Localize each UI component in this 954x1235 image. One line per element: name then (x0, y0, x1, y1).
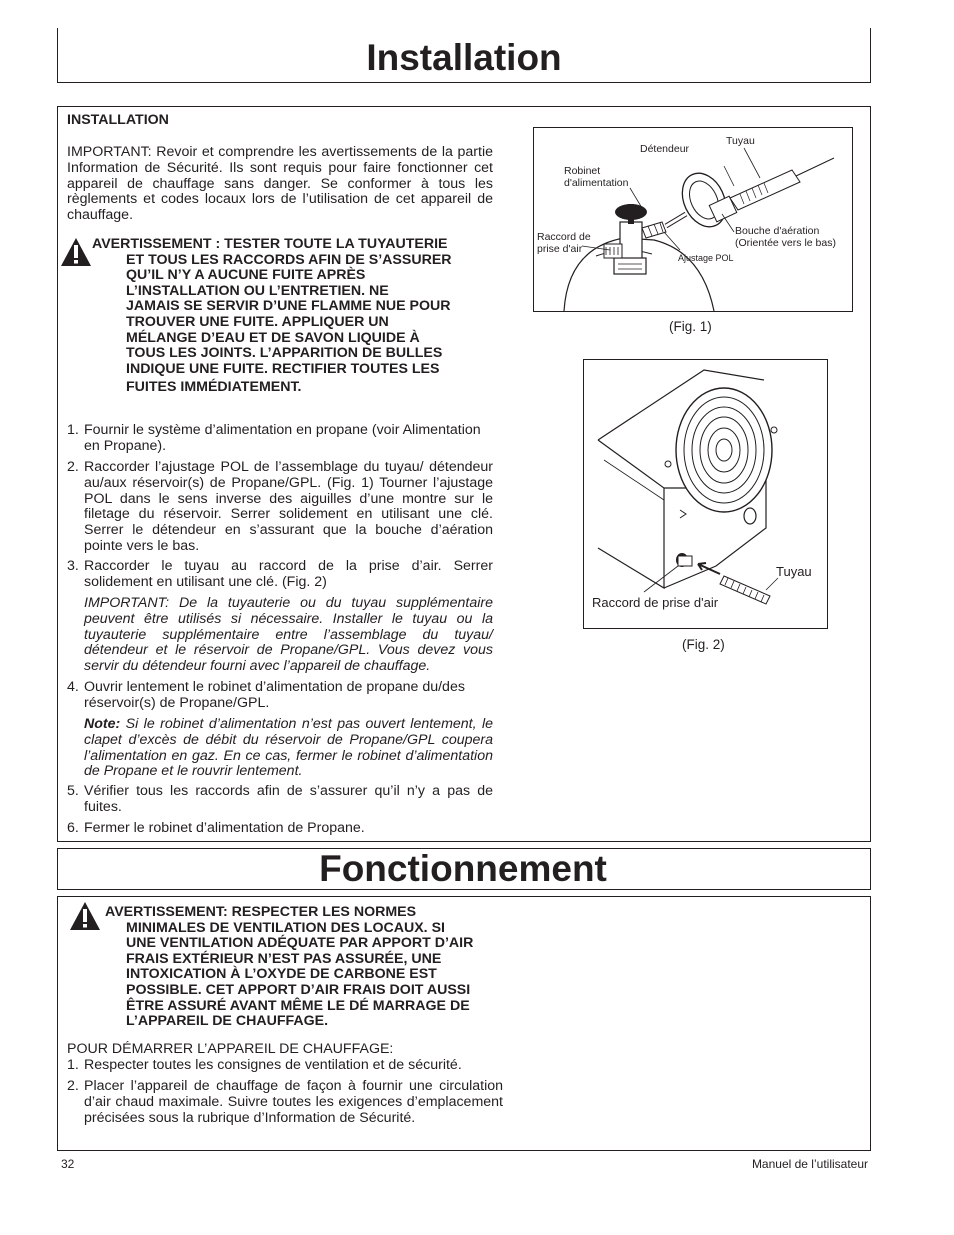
step-text: Fermer le robinet d’alimentation de Propane. (84, 820, 365, 836)
fig1-label-robinet: Robinet d'alimentation (564, 165, 629, 189)
install-step-4 (67, 680, 493, 712)
step-text: Raccorder le tuyau au raccord de la prise d’air. Serrer solidement en utilisant une clé. (Fig. 2) (84, 558, 493, 590)
warning-line: JAMAIS SE SERVIR D’UNE FLAMME NUE POUR (126, 298, 451, 315)
operation-step-1 (67, 1058, 503, 1074)
warning-line: POSSIBLE. CET APPORT D’AIR FRAIS DOIT AUSSI (126, 981, 471, 998)
installation-title: Installation (366, 37, 562, 78)
install-step-1 (67, 423, 493, 455)
step-text: Ouvrir lentement le robinet d’alimentation de propane du/des réservoir(s) de Propane/GPL. (84, 679, 465, 711)
step-text: Respecter toutes les consignes de ventilation et de sécurité. (84, 1057, 462, 1073)
installation-important: IMPORTANT: Revoir et comprendre les avertissements de la partie Information de Sécurité. Ils sont requis pour faire fonctionner cet appareil de chauffage sans danger. Se conformer à tous les règlements et codes locaux lors de l’utilisation de cet appareil de chauffage. (67, 144, 493, 224)
fig1-label-raccord: Raccord de prise d'air (537, 231, 591, 255)
installation-warning (92, 237, 502, 396)
figure-2 (583, 359, 828, 629)
step-number: 1. (67, 422, 79, 438)
note-label: Note: (84, 716, 121, 732)
warning-line: ÊTRE ASSURÉ AVANT MÊME LE DÉ MARRAGE DE (126, 997, 470, 1014)
step-number: 2. (67, 1078, 79, 1094)
warning-line: INDIQUE UNE FUITE. RECTIFIER TOUTES LES (126, 360, 440, 377)
manual-title: Manuel de l’utilisateur (751, 1157, 868, 1171)
installation-title-box (57, 28, 871, 83)
warning-line: UNE VENTILATION ADÉQUATE PAR APPORT D’AIR (126, 935, 474, 952)
install-step-5 (67, 784, 493, 816)
note-text: Si le robinet d’alimentation n’est pas ouvert lentement, le clapet d’excès de débit du réservoir de Propane/GPL coupera l’alimentation en gaz. En ce cas, fermer le robinet d’alimentation de Propane et le rouvrir lentement. (84, 716, 493, 780)
warning-line: QU’IL N’Y A AUCUNE FUITE APRÈS (126, 267, 366, 284)
fig2-caption: (Fig. 2) (682, 637, 725, 652)
fonctionnement-title-box (57, 848, 871, 890)
warning-line: TOUS LES JOINTS. L’APPARITION DE BULLES (126, 345, 443, 362)
warning-line: TROUVER UNE FUITE. APPLIQUER UN (126, 313, 389, 330)
step-number: 1. (67, 1057, 79, 1073)
fig1-caption: (Fig. 1) (669, 319, 712, 334)
fig2-label-tuyau: Tuyau (776, 564, 812, 579)
operation-step-2 (67, 1079, 503, 1126)
fig1-label-detendeur: Détendeur (640, 143, 690, 155)
warning-line: INTOXICATION À L’OXYDE DE CARBONE EST (126, 966, 437, 983)
fig2-label-raccord: Raccord de prise d'air (592, 595, 719, 610)
fig1-label-ajustage: Ajustage POL (678, 253, 734, 263)
figure-1 (533, 127, 853, 312)
fig1-label-bouche: Bouche d'aération (Orientée vers le bas) (735, 225, 836, 249)
step-number: 4. (67, 679, 79, 695)
fonctionnement-warning (105, 905, 509, 1030)
step-number: 3. (67, 558, 79, 574)
install-step-2 (67, 460, 493, 555)
propane-tank-regulator-illustration (534, 128, 852, 311)
start-heading: POUR DÉMARRER L’APPAREIL DE CHAUFFAGE: (67, 1041, 394, 1057)
warning-line: AVERTISSEMENT : TESTER TOUTE LA TUYAUTERIE (92, 236, 448, 252)
fonctionnement-title: Fonctionnement (319, 848, 607, 889)
warning-triangle-icon (60, 236, 92, 268)
warning-triangle-icon (68, 900, 102, 932)
warning-line: L’APPAREIL DE CHAUFFAGE. (126, 1013, 329, 1030)
install-step-3 (67, 559, 493, 591)
step-text: Vérifier tous les raccords afin de s’assurer qu’il n’y a pas de fuites. (84, 783, 493, 815)
warning-line: MÉLANGE D’EAU ET DE SAVON LIQUIDE À (126, 329, 420, 346)
step-number: 6. (67, 820, 79, 836)
warning-line: L’INSTALLATION OU L’ENTRETIEN. NE (126, 282, 389, 299)
install-step-3-important: IMPORTANT: De la tuyauterie ou du tuyau supplémentaire peuvent être utilisés si nécessaire. Installer le tuyau ou la tuyauterie supplémentaire entre l’assemblage du tuyau/ détendeur et le réservoir de Propane/GPL. Vous devez vous servir du détendeur fourni avec l’appareil de chauffage. (84, 595, 493, 675)
installation-heading: INSTALLATION (67, 112, 169, 128)
step-text: Raccorder l’ajustage POL de l’assemblage du tuyau/ détendeur au/aux réservoir(s) de Propane/GPL. (Fig. 1) Tourner l’ajustage POL dans le sens inverse des aiguilles d’une montre sur le filetage du réservoir. Serrer solidement en utilisant une clé. Serrer le détendeur en s’assurant que la bouche d’aération pointe vers le bas. (84, 459, 493, 554)
heater-inlet-illustration (584, 360, 827, 628)
step-number: 5. (67, 783, 79, 799)
install-step-6 (67, 821, 493, 837)
step-text: Fournir le système d’alimentation en propane (voir Alimentation en Propane). (84, 422, 481, 454)
warning-line: MINIMALES DE VENTILATION DES LOCAUX. SI (126, 919, 445, 936)
warning-line: AVERTISSEMENT: RESPECTER LES NORMES (105, 904, 417, 920)
step-number: 2. (67, 459, 79, 475)
warning-line: ET TOUS LES RACCORDS AFIN DE S’ASSURER (126, 251, 452, 268)
warning-line: FRAIS EXTÉRIEUR N’EST PAS ASSURÉE, UNE (126, 950, 442, 967)
fig1-label-tuyau: Tuyau (726, 135, 755, 147)
warning-line: FUITES IMMÉDIATEMENT. (126, 379, 302, 396)
page-number: 32 (61, 1157, 75, 1171)
step-text: Placer l’appareil de chauffage de façon à fournir une circulation d’air chaud maximale. Suivre toutes les exigences d’emplacement précisées sous la rubrique d’Information de Sécurité. (84, 1078, 503, 1126)
install-note (84, 717, 493, 780)
